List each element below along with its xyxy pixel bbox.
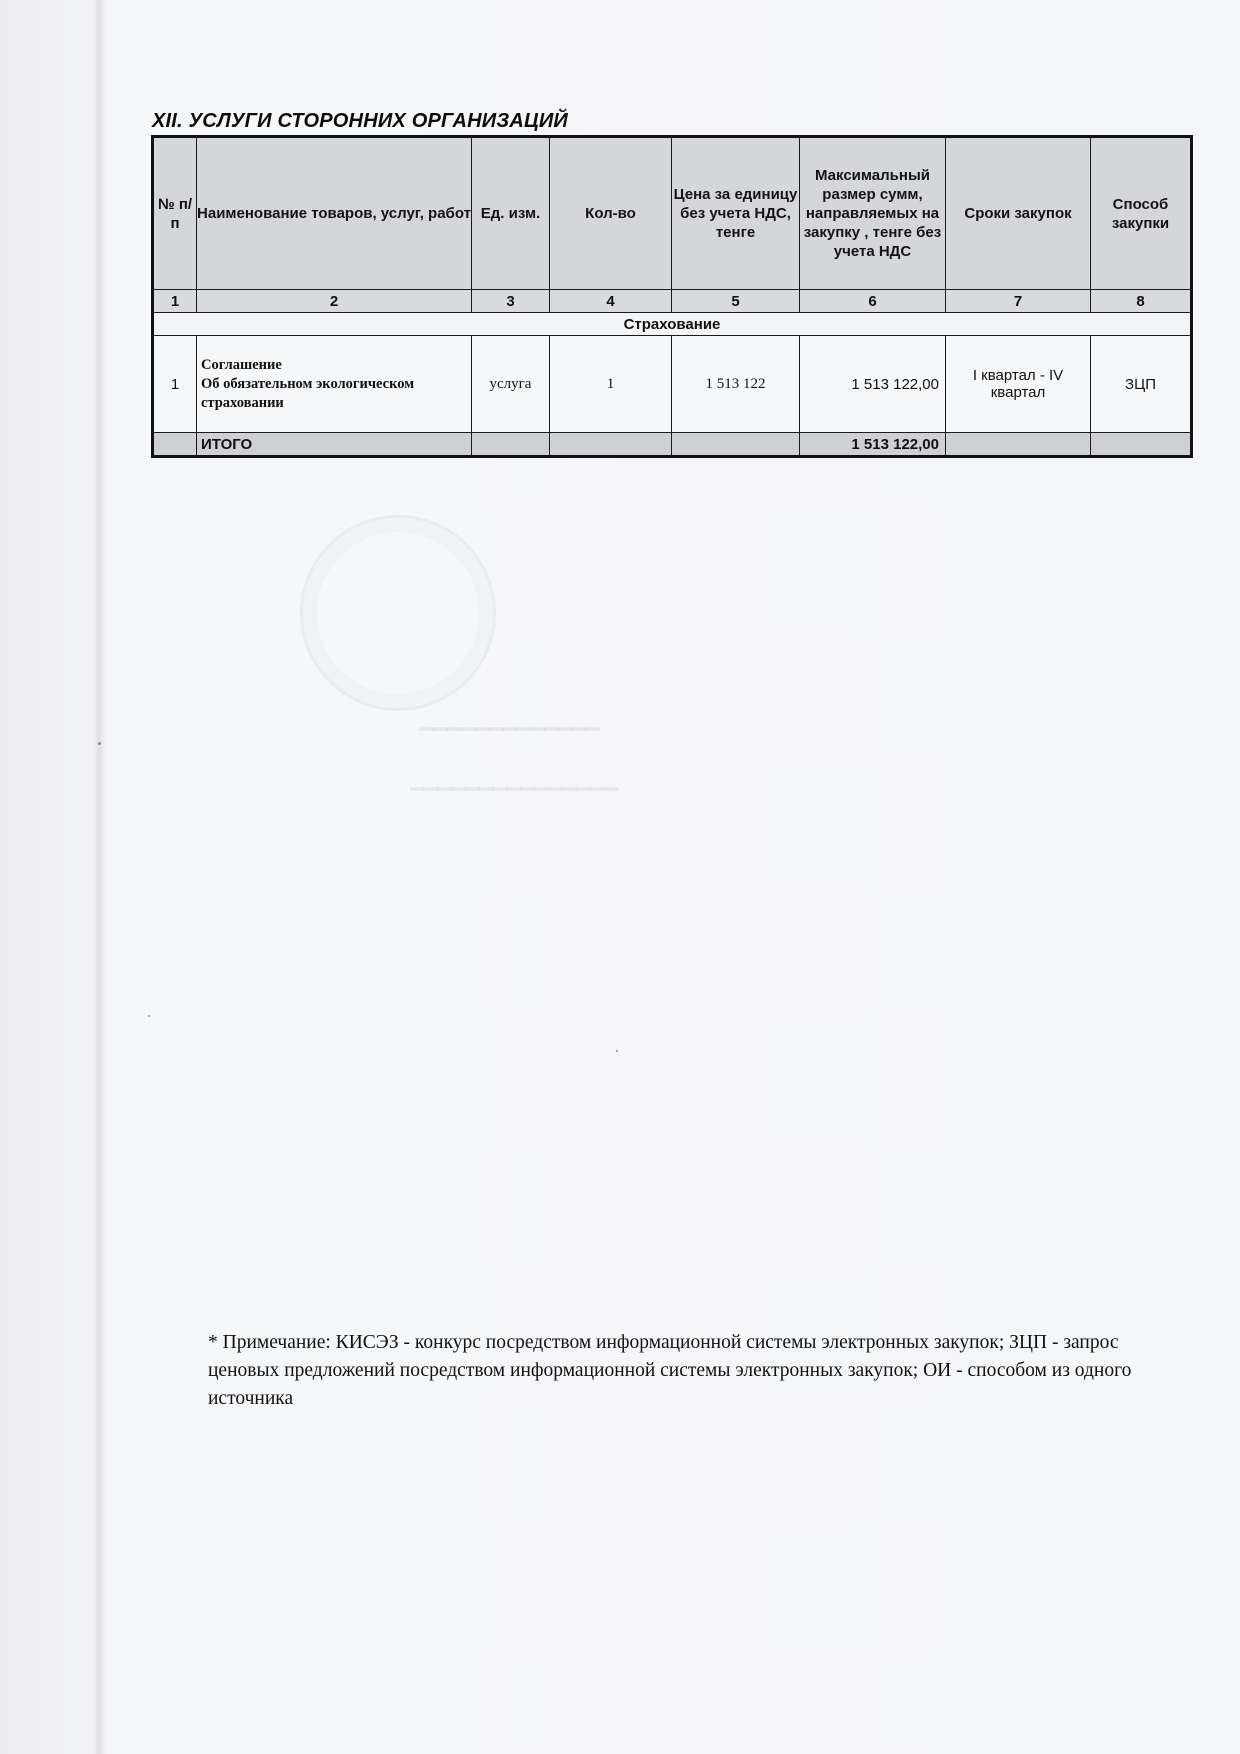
bleed-through-mark: ▁▁▁▁▁▁▁▁▁▁▁▁▁▁▁ (410, 770, 618, 790)
column-number: 1 (153, 290, 197, 313)
header-quantity: Кол-во (550, 137, 672, 290)
scan-speck (98, 742, 101, 745)
column-number: 4 (550, 290, 672, 313)
header-number: № п/п (153, 137, 197, 290)
row-item-name-line2: Об обязательном экологическом страховании (201, 375, 415, 411)
row-item-name-line1: Соглашение (201, 356, 282, 373)
column-number: 3 (472, 290, 550, 313)
total-row (153, 433, 1192, 457)
header-unit-price: Цена за единицу без учета НДС, тенге (672, 137, 800, 290)
total-sum: 1 513 122,00 (800, 433, 946, 457)
total-empty-cell (550, 433, 672, 457)
total-empty-cell (946, 433, 1091, 457)
section-title: XII. УСЛУГИ СТОРОННИХ ОРГАНИЗАЦИЙ (152, 110, 568, 132)
column-number-row (153, 290, 1192, 313)
procurement-table (151, 135, 1193, 458)
bleed-through-stamp (300, 515, 496, 711)
bleed-through-mark: ▁▁▁▁▁▁▁▁▁▁▁▁▁ (420, 710, 600, 730)
scan-speck (616, 1050, 618, 1052)
column-number: 7 (946, 290, 1091, 313)
scan-speck (148, 1015, 150, 1017)
table-header-row (153, 137, 1192, 290)
column-number: 2 (197, 290, 472, 313)
row-quantity: 1 (550, 336, 672, 433)
group-row (153, 313, 1192, 336)
group-label: Страхование (153, 313, 1192, 336)
row-method: ЗЦП (1091, 336, 1192, 433)
row-unit-price: 1 513 122 (672, 336, 800, 433)
total-empty-cell (1091, 433, 1192, 457)
column-number: 8 (1091, 290, 1192, 313)
row-max-sum: 1 513 122,00 (800, 336, 946, 433)
column-number: 5 (672, 290, 800, 313)
total-empty-cell (672, 433, 800, 457)
header-unit: Ед. изм. (472, 137, 550, 290)
total-empty-cell (153, 433, 197, 457)
scan-edge-shadow (92, 0, 106, 1754)
table-row (153, 336, 1192, 433)
header-name: Наименование товаров, услуг, работ (197, 137, 472, 290)
header-method: Способ закупки (1091, 137, 1192, 290)
column-number: 6 (800, 290, 946, 313)
row-period: I квартал - IV квартал (946, 336, 1091, 433)
total-label: ИТОГО (197, 433, 472, 457)
total-empty-cell (472, 433, 550, 457)
scan-margin (0, 0, 95, 1754)
row-item-name (197, 336, 472, 433)
row-unit: услуга (472, 336, 550, 433)
header-max-sum: Максимальный размер сумм, направляемых на закупку , тенге без учета НДС (800, 137, 946, 290)
footnote: * Примечание: КИСЭЗ - конкурс посредством информационной системы электронных закупок; ЗЦП - запрос ценовых предложений посредством информационной системы электронных закупок; ОИ - способом из одного источника (208, 1332, 1132, 1409)
row-number: 1 (153, 336, 197, 433)
header-period: Сроки закупок (946, 137, 1091, 290)
